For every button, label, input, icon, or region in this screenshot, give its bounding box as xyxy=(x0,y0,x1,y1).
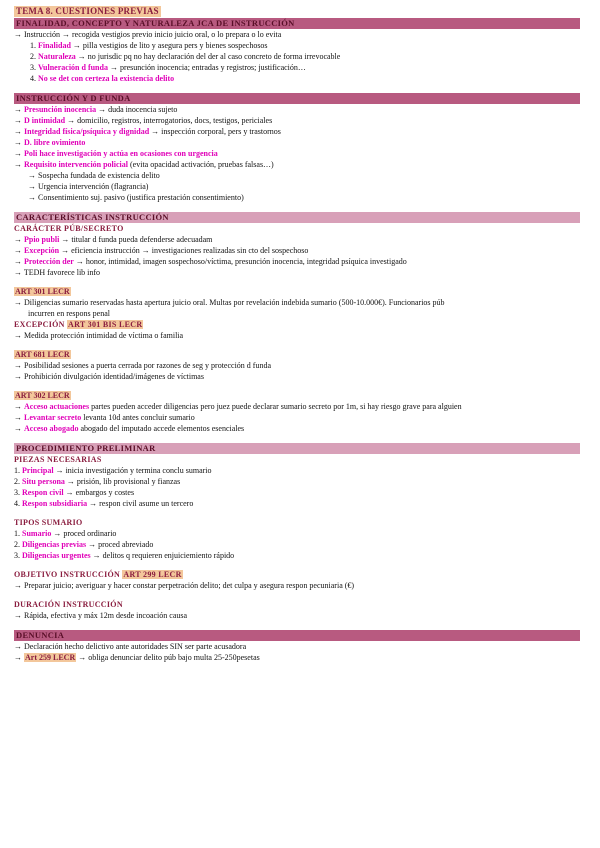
list-item: 4. No se det con certeza la existencia delito xyxy=(30,74,175,83)
list-item: → TEDH favorece lib info xyxy=(14,268,101,277)
section-header-instruccion-funda: INSTRUCCIÓN Y D FUNDA xyxy=(14,93,580,104)
intro-line: → Instrucción → recogida vestigios previo inicio juicio oral, o lo prepara o lo evita xyxy=(14,30,282,39)
sub-list-item: → Urgencia intervención (flagrancia) xyxy=(28,182,149,191)
paragraph-line: → Declaración hecho delictivo ante autoridades SIN ser parte acusadora xyxy=(14,642,247,651)
list-item: → Ppio publi → titular d funda pueda defenderse adecuadam xyxy=(14,235,213,244)
list-item: 2. Naturaleza → no jurisdic pq no hay declaración del der al caso concreto de forma irrevocable xyxy=(30,52,341,61)
section-header-finalidad: FINALIDAD, CONCEPTO Y NATURALEZA JCA DE INSTRUCCIÓN xyxy=(14,18,580,29)
paragraph-line: → Medida protección intimidad de víctima o familia xyxy=(14,331,184,340)
list-item: → Excepción → eficiencia instrucción → investigaciones realizadas sin cto del sospechoso xyxy=(14,246,309,255)
list-item: → Levantar secreto levanta 10d antes concluir sumario xyxy=(14,413,195,422)
list-item: → Poli hace investigación y actúa en ocasiones con urgencia xyxy=(14,149,218,158)
list-item: → Presunción inocencia → duda inocencia sujeto xyxy=(14,105,178,114)
list-item: 2. Situ persona → prisión, lib provisional y fianzas xyxy=(14,477,181,486)
list-item: → Integridad física/psíquica y dignidad → inspección corporal, pers y trastornos xyxy=(14,127,281,136)
document-page xyxy=(14,6,580,663)
paragraph-line: → Art 259 LECR → obliga denunciar delito púb bajo multa 25-250pesetas xyxy=(14,653,260,662)
subheading-piezas: PIEZAS NECESARIAS xyxy=(14,455,102,464)
excepcion-heading: EXCEPCIÓN ART 301 BIS LECR xyxy=(14,320,143,329)
list-item: 2. Diligencias previas → proced abreviado xyxy=(14,540,154,549)
art-302-heading: ART 302 LECR xyxy=(15,391,70,400)
list-item: → D. libre ovimiento xyxy=(14,138,86,147)
list-item: → Acceso actuaciones partes pueden acceder diligencias pero juez puede declarar sumario secreto por 1m, si hay riesgo grave para alguien xyxy=(14,402,462,411)
finalidad-list xyxy=(14,40,580,84)
list-item: 1. Sumario → proced ordinario xyxy=(14,529,117,538)
list-item: 1. Principal → inicia investigación y termina conclu sumario xyxy=(14,466,212,475)
section-header-caracteristicas: CARACTERÍSTICAS INSTRUCCIÓN xyxy=(14,212,580,223)
paragraph-line: → Rápida, efectiva y máx 12m desde incoación causa xyxy=(14,611,188,620)
list-item: 3. Respon civil → embargos y costes xyxy=(14,488,135,497)
subheading-tipos: TIPOS SUMARIO xyxy=(14,518,83,527)
list-item: 1. Finalidad → pilla vestigios de lito y asegura pers y bienes sospechosos xyxy=(30,41,268,50)
art-681-heading: ART 681 LECR xyxy=(15,350,70,359)
paragraph-line: → Posibilidad sesiones a puerta cerrada por razones de seg y protección d funda xyxy=(14,361,272,370)
sub-list-item: → Consentimiento suj. pasivo (justifica prestación consentimiento) xyxy=(28,193,244,202)
paragraph-line: → Prohibición divulgación identidad/imágenes de víctimas xyxy=(14,372,204,381)
paragraph-line: → Diligencias sumario reservadas hasta apertura juicio oral. Multas por revelación indebida sumario (500-10.000€). Funcionarios púb xyxy=(14,298,445,307)
list-item: 4. Respon subsidiaria → respon civil asume un tercero xyxy=(14,499,194,508)
subheading-caracter: CARÁCTER PÚB/SECRETO xyxy=(14,224,124,233)
page-title: TEMA 8. CUESTIONES PREVIAS xyxy=(16,6,159,16)
list-item: 3. Diligencias urgentes → delitos q requieren enjuiciemiento rápido xyxy=(14,551,235,560)
objetivo-heading: OBJETIVO INSTRUCCIÓN ART 299 LECR xyxy=(14,570,182,579)
list-item: → Requisito intervención policial (evita opacidad activación, pruebas falsas…) xyxy=(14,160,274,169)
sub-list-item: → Sospecha fundada de existencia delito xyxy=(28,171,160,180)
paragraph-line: → Preparar juicio; averiguar y hacer constar perpetración delito; det culpa y asegura respon pecuniaria (€) xyxy=(14,581,355,590)
section-header-procedimiento: PROCEDIMIENTO PRELIMINAR xyxy=(14,443,580,454)
duracion-heading: DURACIÓN INSTRUCCIÓN xyxy=(14,600,123,609)
section-header-denuncia: DENUNCIA xyxy=(14,630,580,641)
list-item: → Acceso abogado abogado del imputado accede elementos esenciales xyxy=(14,424,245,433)
list-item: → D intimidad → domicilio, registros, interrogatorios, docs, testigos, periciales xyxy=(14,116,273,125)
art-301-heading: ART 301 LECR xyxy=(15,287,70,296)
paragraph-line: incurren en respons penal xyxy=(28,309,110,318)
list-item: 3. Vulneración d funda → presunción inocencia; entradas y registros; justificación… xyxy=(30,63,306,72)
list-item: → Protección der → honor, intimidad, imagen sospechoso/víctima, presunción inocencia, integridad psíquica investigado xyxy=(14,257,407,266)
